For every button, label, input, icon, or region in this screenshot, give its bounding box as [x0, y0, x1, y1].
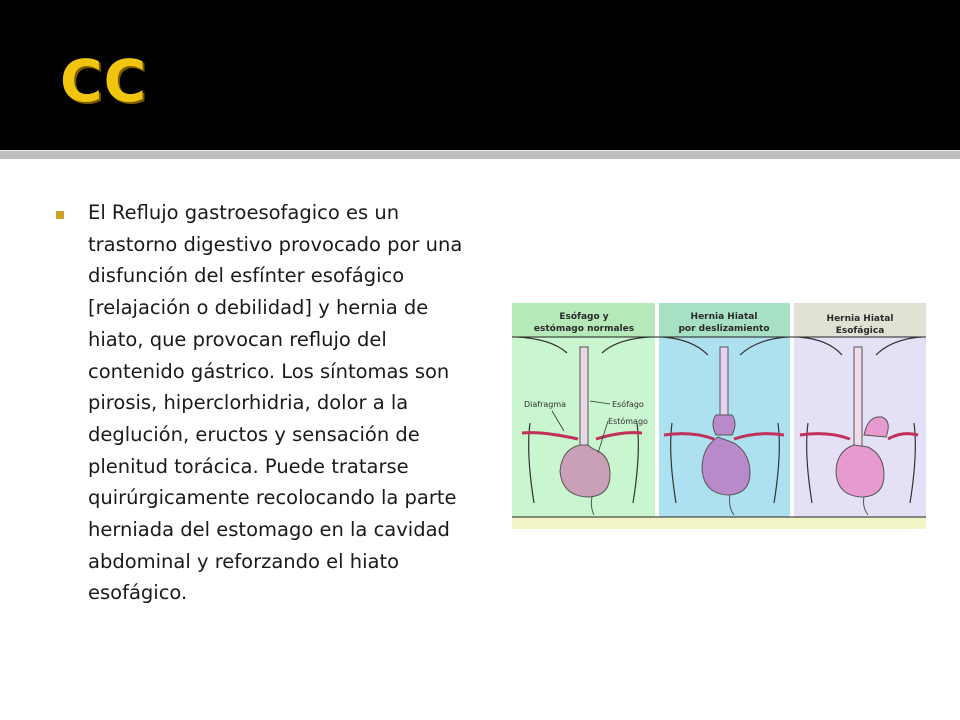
slide-title: CC — [60, 47, 148, 115]
panel-esophageal-label-2: Esofágica — [835, 326, 885, 336]
title-bar — [0, 0, 960, 150]
label-stomach: Estómago — [608, 417, 648, 426]
panel-esophageal-label-1: Hernia Hiatal — [826, 314, 894, 324]
panel-normal-label-2: estómago normales — [533, 324, 635, 334]
body-paragraph: El Reflujo gastroesofagico es un trastorno digestivo provocado por una disfunción del esfínter esofágico [relajación o debilidad] y hernia de hiato, que provocan reflujo del contenido gástrico. Los síntomas son pirosis, hiperclorhidria, dolor a la deglución, eructos y sensación de plenitud torácica. Puede tratarse quirúrgicamente recolocando la parte herniada del estomago en la cavidad abdominal y reforzando el hiato esofágico. — [88, 201, 463, 605]
panel-sliding-label-1: Hernia Hiatal — [690, 312, 758, 322]
hernia-diagram — [512, 303, 926, 529]
panel-sliding-label-2: por deslizamiento — [678, 324, 770, 334]
bullet-icon — [56, 211, 64, 219]
hiatal-hernia-figure — [512, 303, 926, 529]
footer-band — [512, 517, 926, 529]
label-diaphragm: Diafragma — [524, 400, 567, 409]
label-esophagus: Esófago — [612, 400, 644, 409]
panel-normal-label-1: Esófago y — [559, 312, 609, 322]
slide-content — [0, 159, 960, 720]
